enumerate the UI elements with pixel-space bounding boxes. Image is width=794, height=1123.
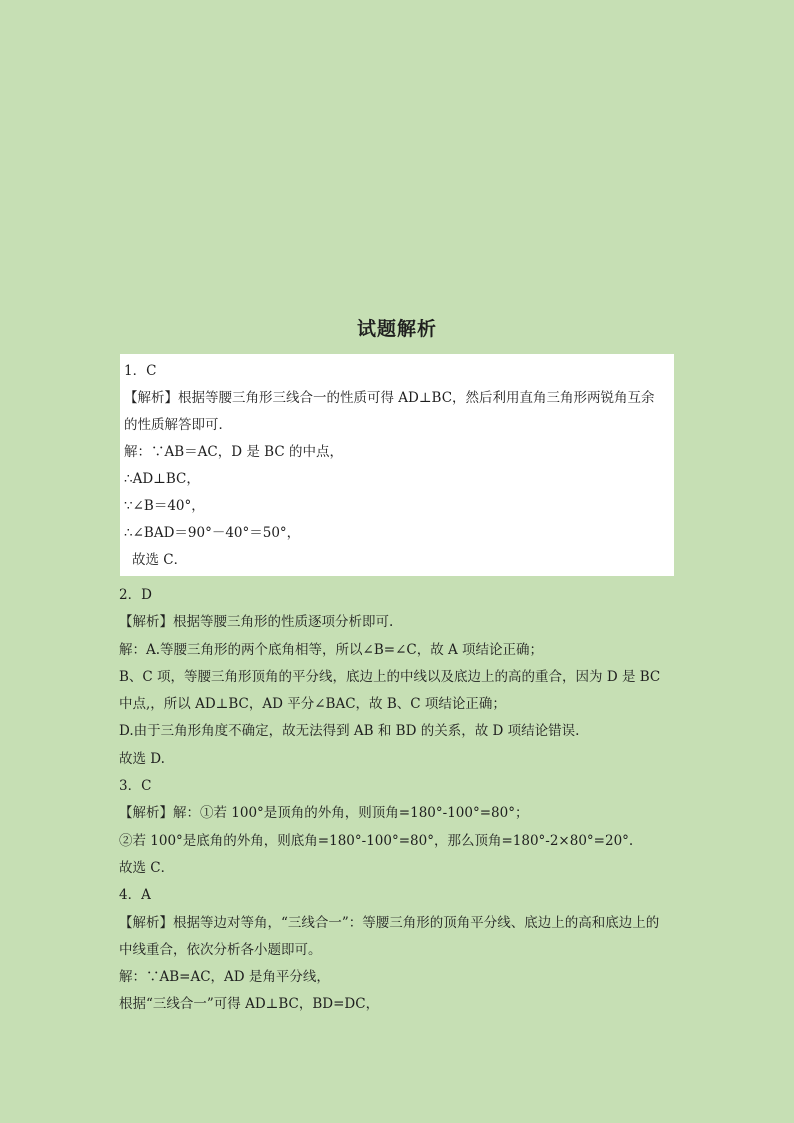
page-title: 试题解析 [356, 318, 437, 340]
answers-content [119, 582, 679, 1019]
answer-4-step: 解：∵AB=AC，AD 是角平分线， [119, 969, 330, 986]
answer-3-conclusion: 故选 C． [119, 859, 175, 876]
answer-4-analysis: 【解析】根据等边对等角，“三线合一”：等腰三角形的顶角平分线、底边上的高和底边上的 [119, 914, 660, 931]
answer-2-analysis: 【解析】根据等腰三角形的性质逐项分析即可. [119, 614, 394, 631]
answer-2-step: B、C 项，等腰三角形顶角的平分线，底边上的中线以及底边上的高的重合，因为 D 是 BC [119, 668, 661, 685]
answer-3-number: 3．C [119, 778, 152, 795]
answer-4-number: 4．A [119, 887, 151, 904]
answer-1-step: ∵∠B＝40°， [124, 498, 205, 514]
answer-1-step: 解：∵AB＝AC，D 是 BC 的中点， [124, 444, 343, 460]
answer-4-step: 根据“三线合一”可得 AD⊥BC，BD=DC， [119, 996, 380, 1013]
answer-1-analysis-cont: 的性质解答即可． [124, 417, 232, 433]
answer-2-number: 2．D [119, 587, 152, 603]
answer-1-box [120, 354, 674, 576]
answer-1-analysis: 【解析】根据等腰三角形三线合一的性质可得 AD⊥BC，然后利用直角三角形两锐角互余 [124, 390, 655, 406]
answer-4-analysis-cont: 中线重合，依次分析各小题即可。 [119, 941, 322, 958]
answer-1-conclusion: 故选 C． [132, 552, 188, 568]
answer-1-step: ∴AD⊥BC， [124, 471, 200, 487]
answer-2-step: D.由于三角形角度不确定，故无法得到 AB 和 BD 的关系，故 D 项结论错误. [119, 723, 580, 740]
answer-2-step: 中点,，所以 AD⊥BC，AD 平分∠BAC，故 B、C 项结论正确； [119, 696, 506, 713]
answer-3-analysis: 【解析】解：①若 100°是顶角的外角，则顶角=180°-100°=80°； [119, 805, 529, 822]
answer-1-number: 1．C [124, 363, 157, 379]
answer-1-step: ∴∠BAD＝90°－40°＝50°， [124, 525, 301, 541]
answer-2-conclusion: 故选 D. [119, 750, 165, 767]
answer-3-step: ②若 100°是底角的外角，则底角=180°-100°=80°，那么顶角=180°-2×80°=20°. [119, 832, 634, 849]
answer-2-step: 解：A.等腰三角形的两个底角相等，所以∠B=∠C，故 A 项结论正确； [119, 641, 544, 658]
